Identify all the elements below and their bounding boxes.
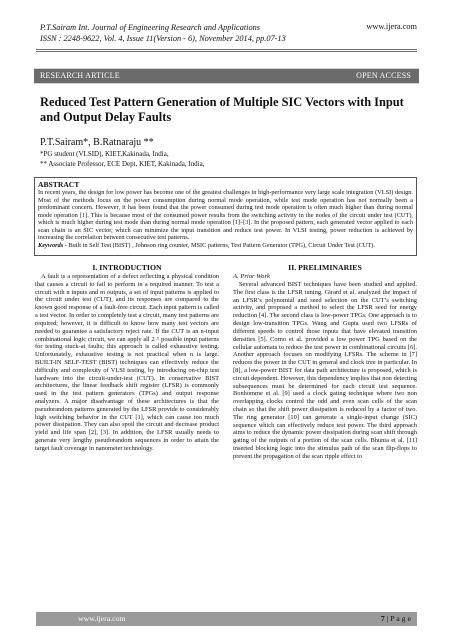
- page-label: | P a g e: [384, 614, 411, 623]
- access-label: OPEN ACCESS: [356, 71, 411, 80]
- header-rule: [36, 49, 417, 50]
- intro-heading: I. INTRODUCTION: [92, 263, 162, 272]
- article-type-label: RESEARCH ARTICLE: [40, 71, 120, 80]
- author-affiliations: [40, 150, 204, 169]
- journal-line-2: ISSN : 2248-9622, Vol. 4, Issue 11(Version - 6), November 2014, pp.07-13: [40, 34, 286, 43]
- affiliation-2: ** Associate Professor, ECE Dept, KIET, Kakinada, India,: [40, 159, 205, 168]
- abstract-heading: ABSTRACT: [38, 180, 80, 189]
- prior-work-paragraph: Several advanced BIST techniques have been studied and applied. The first class is the LFSR tuning. Girard et al. analyzed the impact of an LFSR’s polynomial and seed selection on the CUT’s switching activity, and proposed a method to select the LFSR seed for energy reduction [4]. The second class is low-power TPGs. One approach is to design low-transition TPGs. Wang and Gupta used two LFSRs of different speeds to control those inputs that have elevated transition densities [5]. Corno et al. provided a low power TPG based on the cellular automata to reduce the test power in combinational circuits [6]. Another approach focuses on modifying LFSRs. The scheme in [7] reduces the power in the CUT in general and clock tree in particular. In [8], a low-power BIST for data path architecture is proposed, which is circuit dependent. However, this dependency implies that non detecting subsequences must be determined for each circuit test sequence. Bonhomme et al. [9] used a clock gating technique where two non overlapping clocks control the odd and even scan cells of the scan chain so that the shift power dissipation is reduced by a factor of two. The ring generator [10] can generate a single-input change (SIC) sequence which can effectively reduce test power. The third approach aims to reduce the dynamic power dissipation during scan shift through gating of the outputs of a portion of the scan cells. Bhunia et al. [11] inserted blocking logic into the stimulus path of the scan flip-flops to prevent the propagation of the scan ripple effect to: [233, 281, 417, 460]
- journal-line-1: P.T.Sairam Int. Journal of Engineering Research and Applications: [40, 23, 261, 32]
- abstract-text: In recent years, the design for low power has become one of the greatest challenges in high-performance very large scale integration (VLSI) design. Most of the methods focus on the power consumption during normal mode operation, while test mode operation has not normally been a predominant concern. However, it has been found that the power consumed during test mode operation is often much higher than during normal mode operation [1]. This is because most of the consumed power results from the switching activity in the nodes of the circuit under test (CUT), which is much higher during test mode than during normal mode operation [1]–[3]. In the proposed pattern, each generated vector applied to each scan chain is an SIC vector, which can minimize the input transition and reduce test power. In VLSI testing, power reduction is achieved by increasing the correlation between consecutive test patterns.: [38, 189, 413, 241]
- footer-bar: [36, 612, 417, 626]
- keywords-label: Keywords: [38, 241, 64, 249]
- footer-website[interactable]: www.ijera.com: [78, 614, 126, 623]
- article-banner: [34, 68, 419, 84]
- right-column: [233, 263, 417, 461]
- left-column: [35, 263, 219, 453]
- journal-website[interactable]: www.ijera.com: [366, 22, 417, 31]
- paper-title: Reduced Test Pattern Generation of Multiple SIC Vectors with Input and Output Delay Faults: [40, 95, 404, 124]
- header-rule-secondary: [36, 51, 417, 52]
- abstract-box: [34, 177, 417, 256]
- affiliation-1: *PG student (VLSID), KIET,Kakinada, India,: [40, 150, 169, 158]
- preliminaries-heading: II. PRELIMINARIES: [288, 263, 362, 272]
- keywords-line: [38, 242, 413, 250]
- page-number: [381, 612, 411, 626]
- page-number-value: 7: [380, 614, 385, 623]
- prior-work-subheading: A. Prior Work: [233, 273, 270, 280]
- journal-citation: [40, 22, 340, 44]
- paper-authors: P.T.Sairam*, B.Ratnaraju **: [40, 137, 154, 148]
- intro-paragraph: A fault is a representation of a defect reflecting a physical condition that causes a circuit to fail to perform in a required manner. To test a circuit with n inputs and m outputs, a set of input patterns is applied to the circuit under test (CUT), and its responses are compared to the known good response of a fault-free circuit. Each input pattern is called a test vector. In order to completely test a circuit, many test patterns are required; however, it is difficult to know how many test vectors are needed to guarantee a satisfactory reject rate. If the CUT is an n-input combinational logic circuit, we can apply all 2 ^ possible input patterns for testing stuck-at faults; this approach is called exhaustive testing. Unfortunately, exhaustive testing is not practical when n is large. BUILT-IN SELF-TEST (BIST) techniques can effectively reduce the difficulty and complexity of VLSI testing, by introducing on-chip test hardware into the circuit-under-test (CUT). In conservative BIST architectures, the linear feedback shift register (LFSR) is commonly used in the test pattern generators (TPGs) and output response analyzers. A major disadvantage of these architectures is that the pseudorandom patterns generated by the LFSR provide to considerably high switching behavior in the CUT [1], which can cause too much power dissipation. They can also spoil the circuit and decrease product yield and life span [2], [3]. In addition, the LFSR usually needs to generate very lengthy pseudorandom sequences in order to attain the target fault coverage in nanometer technology.: [35, 273, 219, 452]
- keywords-text: - Built in Self Test (BIST) , Johnson ring counter, MSIC patterns, Test Pattern Generator (TPG), Circuit Under Test (CUT).: [63, 241, 375, 249]
